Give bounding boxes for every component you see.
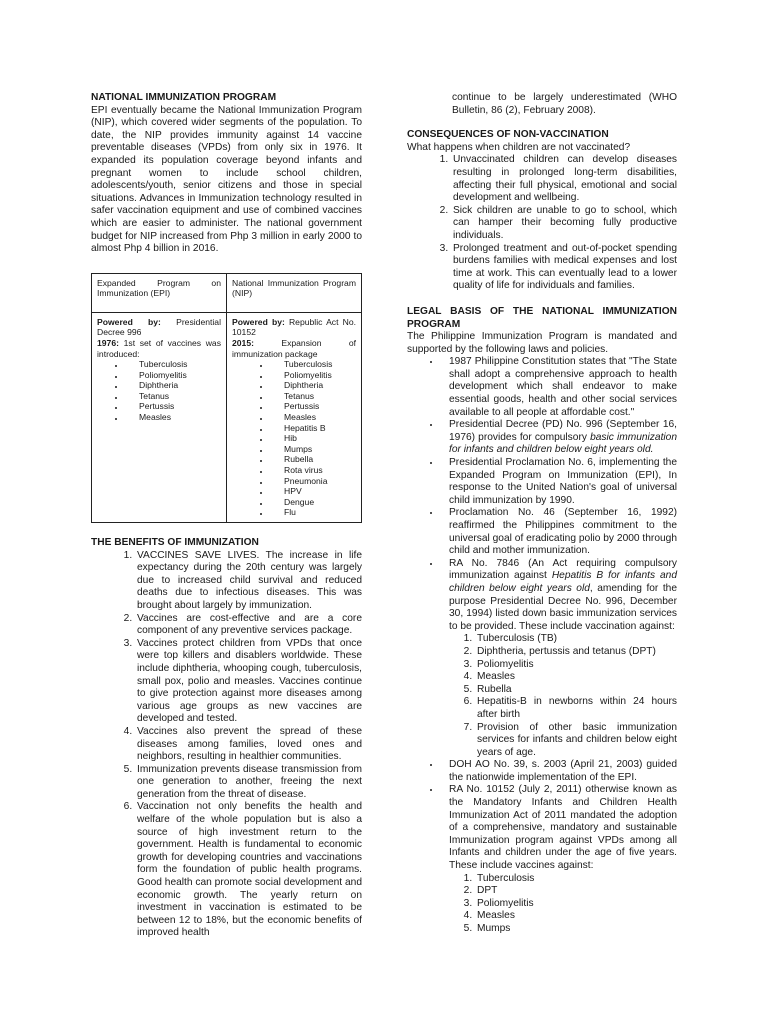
list-item: • Presidential Proclamation No. 6, implementing the Expanded Program on Immunization (EPI), In response to the United Nation's goal of universal child immunization by 1990.	[441, 457, 677, 507]
list-item: • Measles	[270, 412, 356, 423]
list-item: 4. Vaccines also prevent the spread of these diseases among families, loved ones and neighbors, resulting in healthier communities.	[135, 726, 362, 764]
list-item: • Tuberculosis	[125, 359, 221, 370]
list-item: 5. Mumps	[475, 923, 677, 936]
continuation-text: continue to be largely underestimated (WHO Bulletin, 86 (2), February 2008).	[452, 92, 677, 116]
list-item: • Proclamation No. 46 (September 16, 1992) reaffirmed the Philippines commitment to the universal goal of eradicating polio by 2000 through child and mother immunization.	[441, 507, 677, 557]
list-item: 3. Prolonged treatment and out-of-pocket spending burdens families with medical expenses and lost time at work. This can eventually lead to a lower quality of life for individuals and families.	[451, 243, 677, 293]
right-column	[407, 92, 677, 936]
list-item: • Rota virus	[270, 465, 356, 476]
list-item: 1. Unvaccinated children can develop diseases resulting in prolonged long-term disabilities, affecting their full physical, emotional and social development and wellbeing.	[451, 154, 677, 204]
nip-powered-by: Powered by: Republic Act No. 10152	[232, 316, 356, 338]
list-item: 1. Tuberculosis (TB)	[475, 633, 677, 646]
list-item: 5. Immunization prevents disease transmission from one generation to another, freeing the next generation from the threat of disease.	[135, 764, 362, 802]
nip-heading: NATIONAL IMMUNIZATION PROGRAM	[91, 92, 277, 103]
ra7846-vaccine-list	[449, 633, 677, 759]
list-item: 1. VACCINES SAVE LIVES. The increase in life expectancy during the 20th century was largely due to increased child survival and reduced deaths due to infectious diseases. This was brought about largely by immunization.	[135, 550, 362, 613]
legal-basis-list	[407, 356, 677, 935]
list-item: • Mumps	[270, 444, 356, 455]
benefits-list	[91, 550, 362, 940]
list-item: 3. Poliomyelitis	[475, 659, 677, 672]
list-item: • Pertussis	[125, 401, 221, 412]
list-item: • Poliomyelitis	[270, 370, 356, 381]
list-item: • Poliomyelitis	[125, 370, 221, 381]
epi-powered-by: Powered by: Presidential Decree 996	[97, 316, 221, 338]
left-column	[91, 92, 362, 940]
list-item: • Rubella	[270, 454, 356, 465]
nip-paragraph: EPI eventually became the National Immunization Program (NIP), which covered wider segments of the population. To date, the NIP provides immunity against 14 vaccine preventable diseases (VPDs) from only six in 1976. It expanded its population coverage beyond infants and pregnant women to include school children, adolescents/youth, senior citizens and those in special situations. Advances in Immunization technology resulted in safer vaccination equipment and use of combined vaccines which are easier to administer. The national government budget for NIP increased from Php 3 million in early 2000 to almost Php 4 billion in 2016.	[91, 104, 362, 255]
nip-year: 2015: Expansion of immunization package	[232, 337, 356, 359]
legal-intro: The Philippine Immunization Program is mandated and supported by the following laws and policies.	[407, 331, 677, 355]
list-item: • Diphtheria	[270, 380, 356, 391]
list-item: • Hib	[270, 433, 356, 444]
list-item: • Tuberculosis	[270, 359, 356, 370]
list-item: • RA No. 10152 (July 2, 2011) otherwise known as the Mandatory Infants and Children Health Immunization Act of 2011 mandated the adoption of a comprehensive, mandatory and sustainable Immunization program against VPDs among all Infants and children under the age of five years. These include vaccines against: 1. Tuberculosis 2. DPT 3. Poliomyelitis 4. Measles 5. Mumps	[441, 784, 677, 935]
list-item: 6. Hepatitis-B in newborns within 24 hours after birth	[475, 696, 677, 721]
table-cell-nip	[227, 312, 362, 522]
list-item: • Hepatitis B	[270, 423, 356, 434]
list-item: • DOH AO No. 39, s. 2003 (April 21, 2003) guided the nationwide implementation of the EPI.	[441, 759, 677, 784]
epi-nip-comparison-table	[91, 273, 362, 523]
list-item: 4. Measles	[475, 671, 677, 684]
list-item: 7. Provision of other basic immunization services for infants and children below eight years of age.	[475, 722, 677, 760]
list-item: • Pertussis	[270, 401, 356, 412]
consequences-heading: CONSEQUENCES OF NON-VACCINATION	[407, 129, 609, 141]
list-item: 3. Vaccines protect children from VPDs that once were top killers and disablers worldwide. These include diphtheria, whooping cough, tuberculosis, small pox, polio and measles. Vaccines continue to give protection against more diseases among various age groups as new vaccines are developed and tested.	[135, 638, 362, 726]
list-item: • Tetanus	[270, 391, 356, 402]
list-item: • Pneumonia	[270, 476, 356, 487]
list-item: 4. Measles	[475, 910, 677, 923]
list-item: • Presidential Decree (PD) No. 996 (September 16, 1976) provides for compulsory basic immunization for infants and children below eight years old.	[441, 419, 677, 457]
table-header-nip: National Immunization Program (NIP)	[227, 273, 362, 312]
list-item: • Diphtheria	[125, 380, 221, 391]
list-item: 2. Sick children are unable to go to school, which can hamper their becoming fully productive individuals.	[451, 205, 677, 243]
epi-year: 1976: 1st set of vaccines was introduced:	[97, 337, 221, 359]
nip-vaccine-list	[232, 359, 356, 518]
consequences-question: What happens when children are not vaccinated?	[407, 141, 631, 153]
list-item: 2. Vaccines are cost-effective and are a core component of any preventive services package.	[135, 613, 362, 638]
table-header-epi: Expanded Program on Immunization (EPI)	[92, 273, 227, 312]
list-item: • RA No. 7846 (An Act requiring compulsory immunization against Hepatitis B for infants and children below eight years old, amending for the purpose Presidential Decree No. 996, December 30, 1994) listed down basic immunization services to be provided. These include vaccination against: 1. Tuberculosis (TB) 2. Diphtheria, pertussis and tetanus (DPT) 3. Poliomyelitis 4. Measles 5. Rubella 6. Hepatitis-B in newborns within 24 hours after birth 7. Provision of other basic immunization services for infants and children below eight years of age.	[441, 558, 677, 760]
list-item: • Flu	[270, 507, 356, 518]
table-cell-epi	[92, 312, 227, 522]
list-item: 2. DPT	[475, 885, 677, 898]
list-item: • 1987 Philippine Constitution states that "The State shall adopt a comprehensive approach to health development which shall endeavor to make essential goods, health and other social services available to all people at affordable cost."	[441, 356, 677, 419]
epi-vaccine-list	[97, 359, 221, 423]
list-item: 2. Diphtheria, pertussis and tetanus (DPT)	[475, 646, 677, 659]
benefits-heading: THE BENEFITS OF IMMUNIZATION	[91, 537, 259, 548]
list-item: • Tetanus	[125, 391, 221, 402]
consequences-list	[407, 154, 677, 293]
list-item: • Dengue	[270, 497, 356, 508]
list-item: 3. Poliomyelitis	[475, 898, 677, 911]
list-item: • Measles	[125, 412, 221, 423]
legal-basis-heading: LEGAL BASIS OF THE NATIONAL IMMUNIZATION PROGRAM	[407, 305, 677, 330]
list-item: 5. Rubella	[475, 684, 677, 697]
list-item: 1. Tuberculosis	[475, 873, 677, 886]
list-item: • HPV	[270, 486, 356, 497]
list-item: 6. Vaccination not only benefits the health and welfare of the whole population but is also a source of high investment return to the government. Health is fundamental to economic growth for developing countries and vaccinations form the foundation of public health programs. Good health can promote social development and economic growth. The yearly return on investment in vaccination is estimated to be between 12 to 18%, but the economic benefits of improved health	[135, 801, 362, 940]
ra10152-vaccine-list	[449, 873, 677, 936]
